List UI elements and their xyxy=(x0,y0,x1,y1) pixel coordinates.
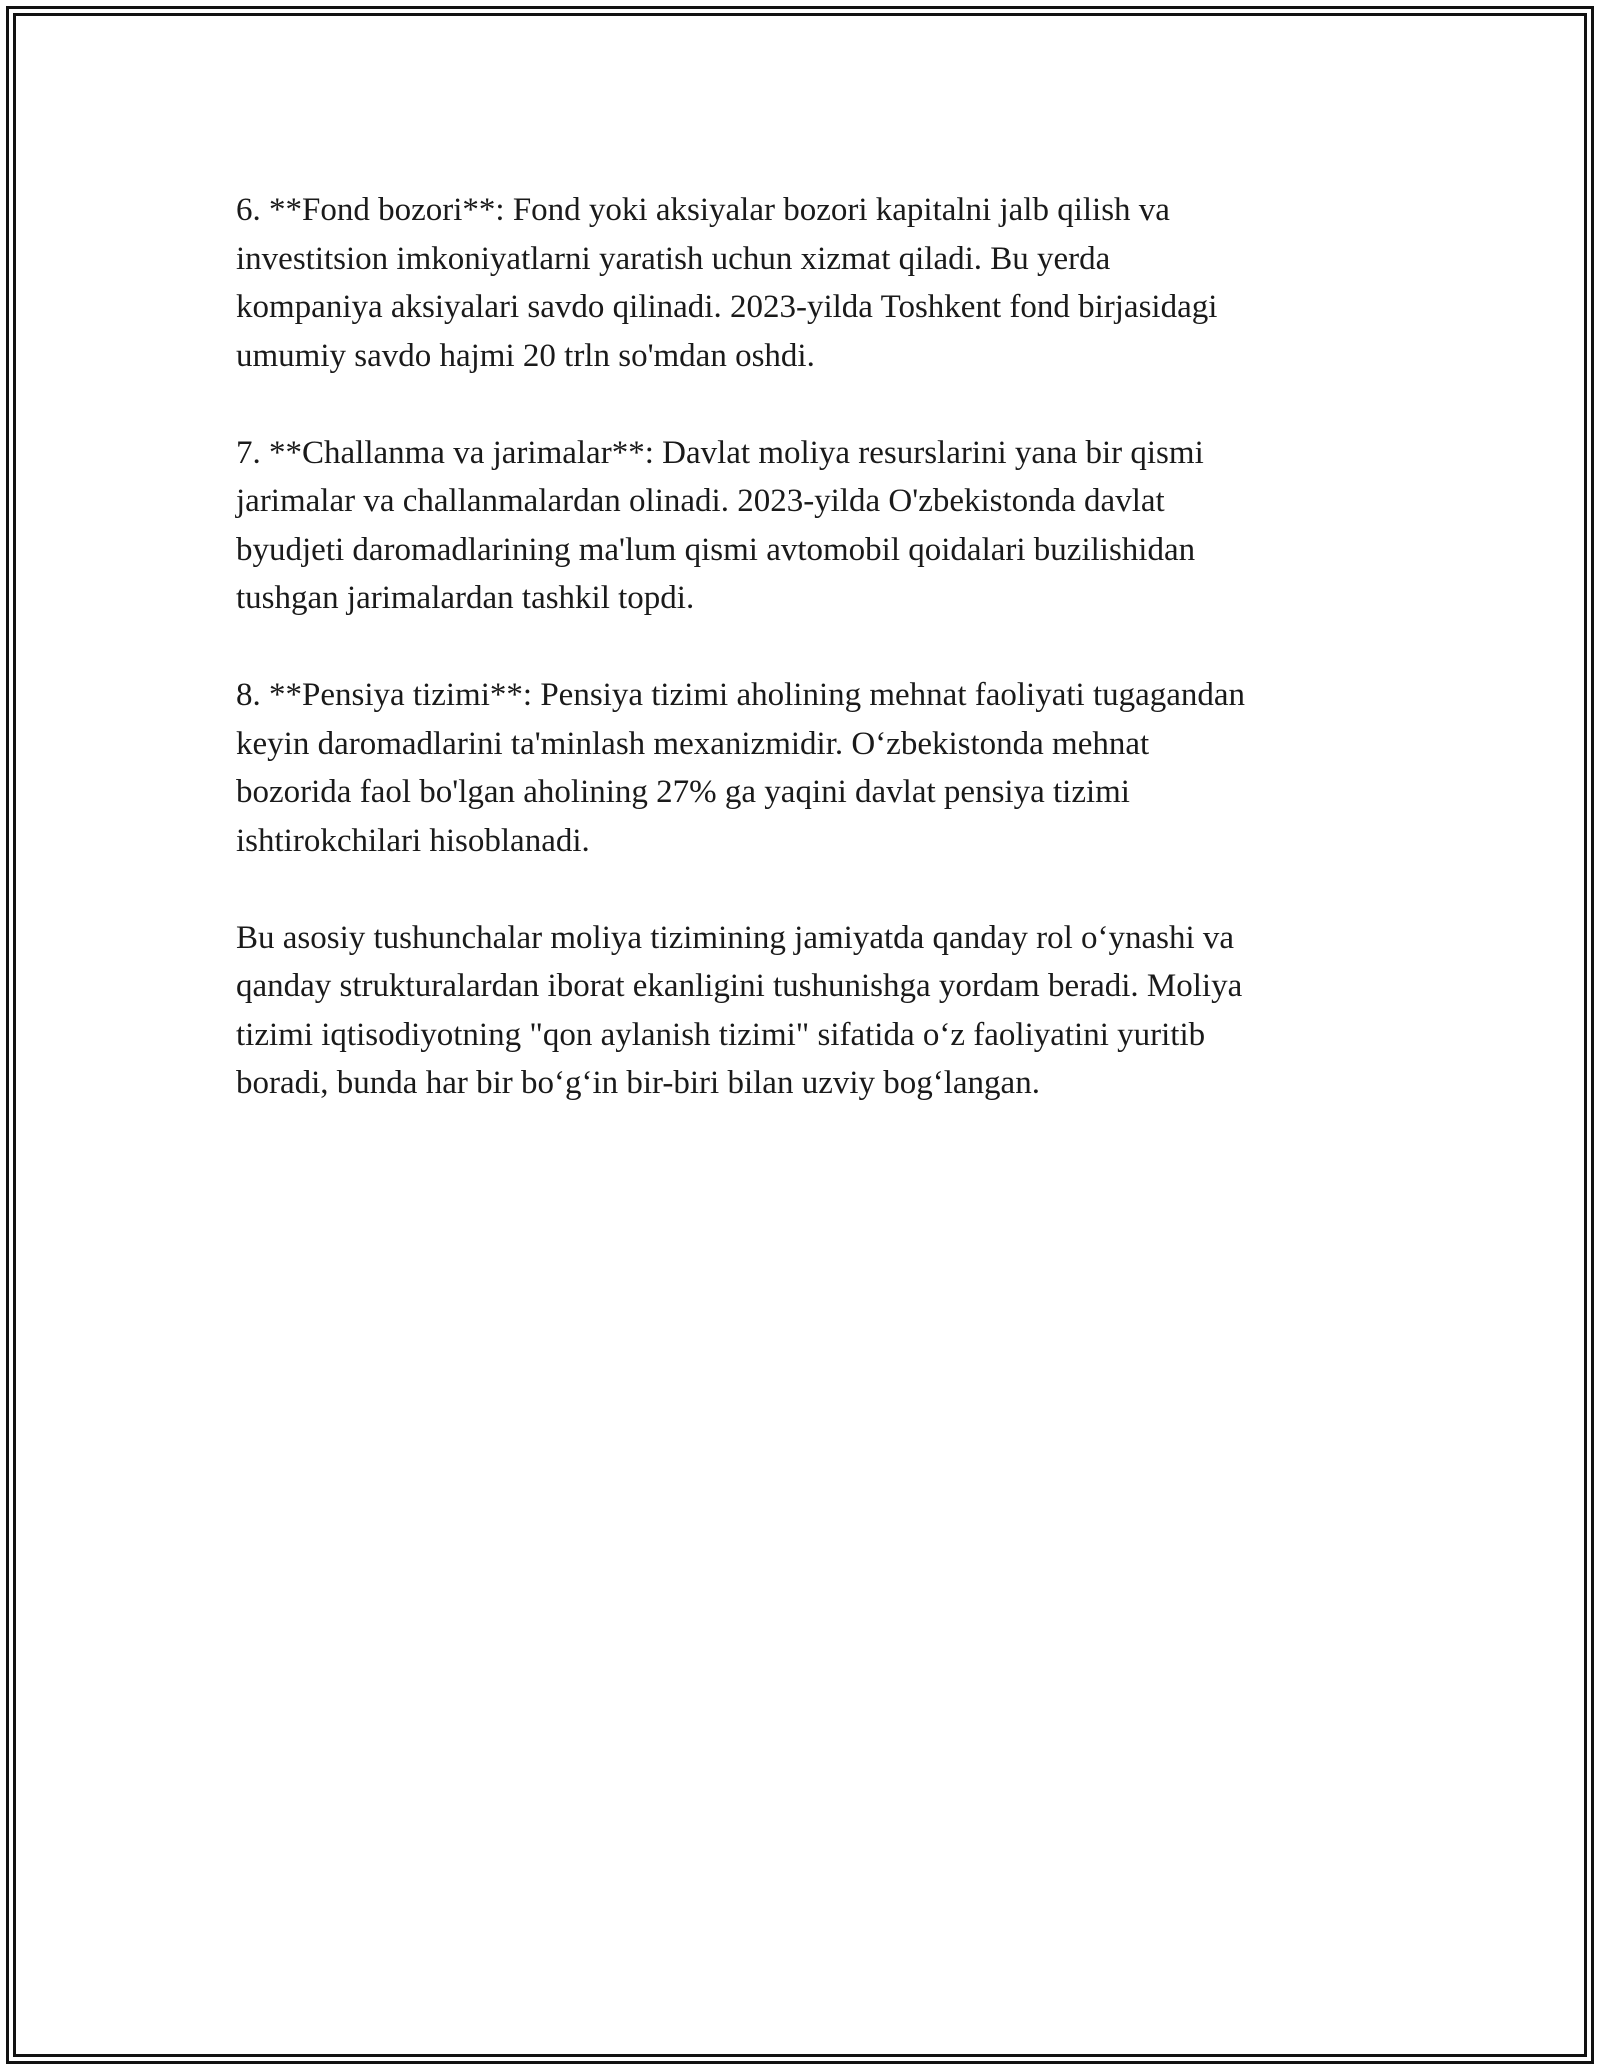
document-body xyxy=(236,186,1364,1156)
paragraph-pensiya-tizimi: 8. **Pensiya tizimi**: Pensiya tizimi aholining mehnat faoliyati tugagandan keyin daromadlarini ta'minlash mexanizmidir. O‘zbekistonda mehnat bozorida faol bo'lgan aholining 27% ga yaqini davlat pensiya tizimi ishtirokchilari hisoblanadi. xyxy=(236,677,1246,859)
paragraph-challanma-va-jarimalar: 7. **Challanma va jarimalar**: Davlat moliya resurslarini yana bir qismi jarimalar va challanmalardan olinadi. 2023-yilda O'zbekistonda davlat byudjeti daromadlarining ma'lum qismi avtomobil qoidalari buzilishidan tushgan jarimalardan tashkil topdi. xyxy=(236,434,1204,616)
paragraph-fond-bozori: 6. **Fond bozori**: Fond yoki aksiyalar bozori kapitalni jalb qilish va investitsion imkoniyatlarni yaratish uchun xizmat qiladi. Bu yerda kompaniya aksiyalari savdo qilinadi. 2023-yilda Toshkent fond birjasidagi umumiy savdo hajmi 20 trln so'mdan oshdi. xyxy=(236,192,1218,374)
paragraph-conclusion: Bu asosiy tushunchalar moliya tizimining jamiyatda qanday rol o‘ynashi va qanday strukturalardan iborat ekanligini tushunishga yordam beradi. Moliya tizimi iqtisodiyotning "qon aylanish tizimi" sifatida o‘z faoliyatini yuritib boradi, bunda har bir bo‘g‘in bir-biri bilan uzviy bog‘langan. xyxy=(236,919,1243,1101)
